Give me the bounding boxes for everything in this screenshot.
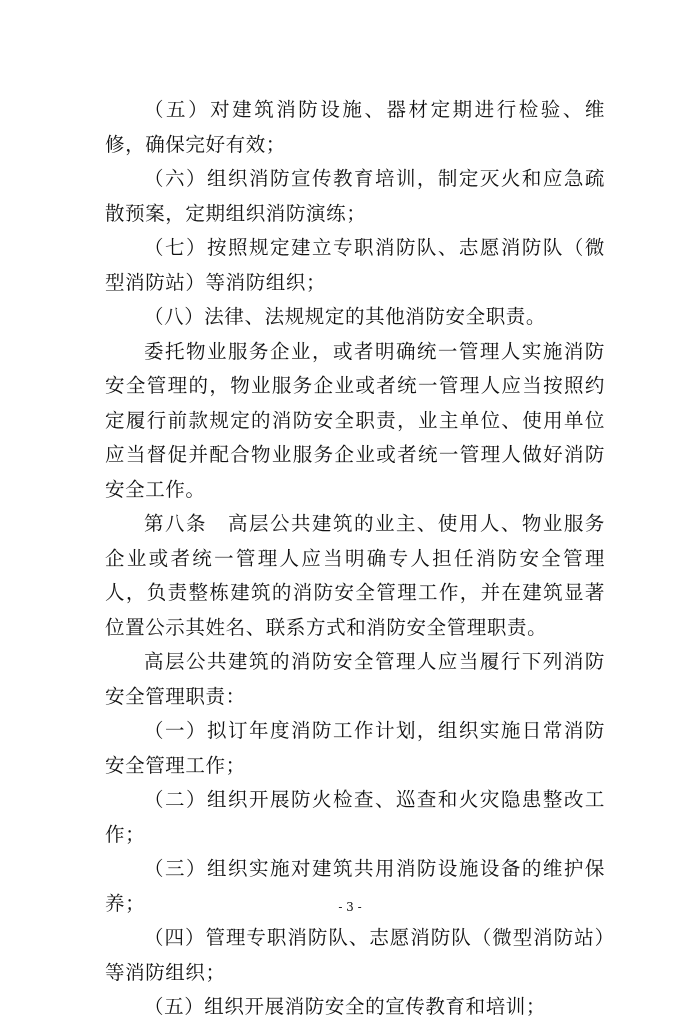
paragraph-item-8-other-duties: （八）法律、法规规定的其他消防安全职责。 [144,305,547,328]
paragraph-article-8: 第八条 高层公共建筑的业主、使用人、物业服务企业或者统一管理人应当明确专人担任消防安全管理人，负责整栋建筑的消防安全管理工作，并在建筑显著位置公示其姓名、联系方式和消防安全管理职责。 [105,512,605,639]
page-number: - 3 - [338,900,362,914]
document-body [105,93,605,1025]
paragraph-item-7-fire-brigade: （七）按照规定建立专职消防队、志愿消防队（微型消防站）等消防组织； [105,236,605,294]
paragraph-manager-duties-intro: 高层公共建筑的消防安全管理人应当履行下列消防安全管理职责： [105,650,605,708]
paragraph-item-6-training: （六）组织消防宣传教育培训，制定灭火和应急疏散预案，定期组织消防演练； [105,167,605,225]
paragraph-duty-3-maintenance: （三）组织实施对建筑共用消防设施设备的维护保养； [105,857,605,915]
paragraph-duty-4-fire-brigade: （四）管理专职消防队、志愿消防队（微型消防站）等消防组织； [105,926,605,984]
paragraph-item-5-inspection: （五）对建筑消防设施、器材定期进行检验、维修，确保完好有效； [105,98,605,156]
paragraph-duty-2-inspection: （二）组织开展防火检查、巡查和火灾隐患整改工作； [105,788,605,846]
paragraph-entrusted-management: 委托物业服务企业，或者明确统一管理人实施消防安全管理的，物业服务企业或者统一管理人应当按照约定履行前款规定的消防安全职责，业主单位、使用单位应当督促并配合物业服务企业或者统一管理人做好消防安全工作。 [105,339,605,501]
paragraph-duty-5-education: （五）组织开展消防安全的宣传教育和培训； [144,995,547,1018]
paragraph-duty-1-plan: （一）拟订年度消防工作计划，组织实施日常消防安全管理工作； [105,719,605,777]
